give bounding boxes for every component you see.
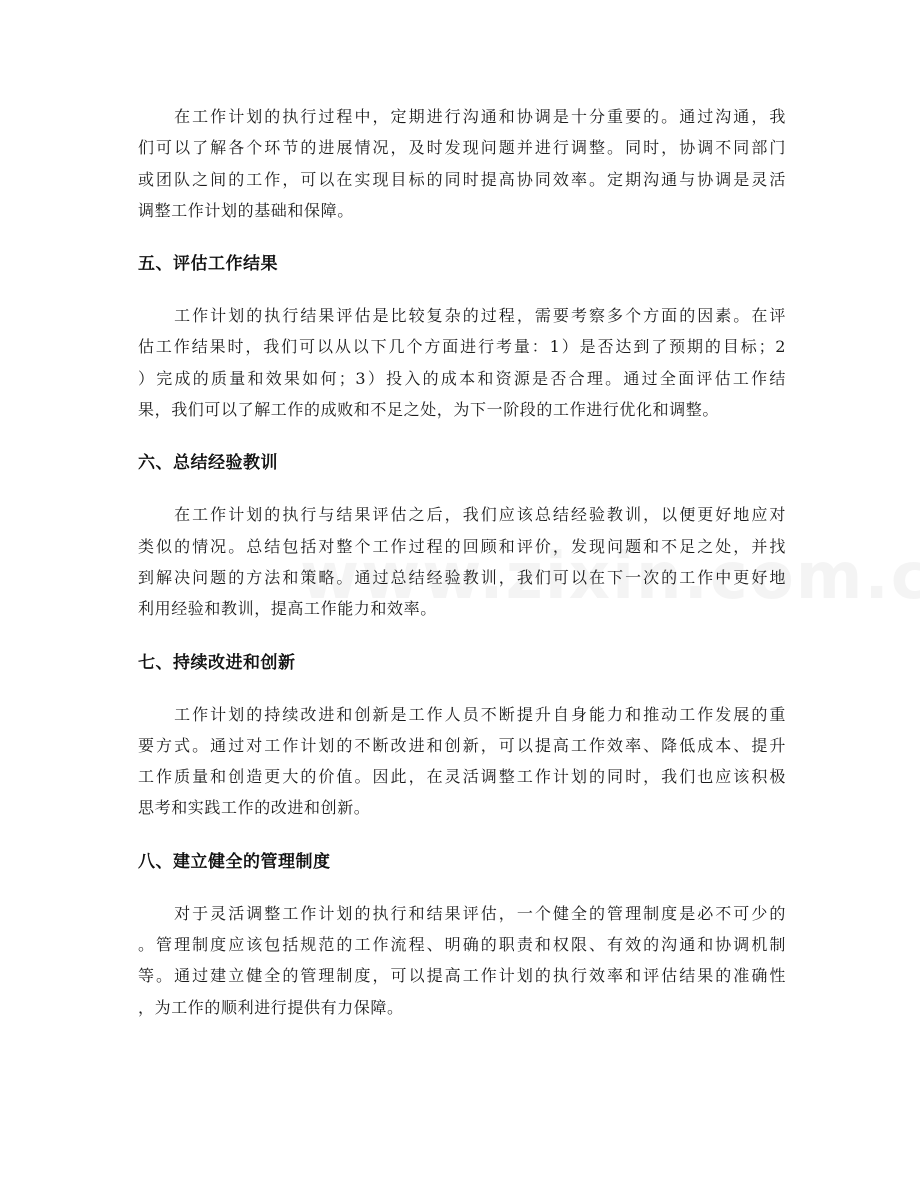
section-heading-6: 六、总结经验教训 (138, 453, 278, 474)
paragraph-line: 估工作结果时，我们可以从以下几个方面进行考量：1）是否达到了预期的目标；2 (138, 337, 786, 357)
paragraph-line: 工作计划的持续改进和创新是工作人员不断提升自身能力和推动工作发展的重 (138, 704, 786, 724)
paragraph-line: 调整工作计划的基础和保障。 (138, 200, 354, 220)
section-heading-5: 五、评估工作结果 (138, 254, 278, 275)
intro-paragraph (138, 101, 786, 226)
section-paragraph-5 (138, 300, 786, 425)
section-paragraph-7 (138, 699, 786, 824)
paragraph-line: 。管理制度应该包括规范的工作流程、明确的职责和权限、有效的沟通和协调机制 (138, 935, 786, 955)
paragraph-line: 果，我们可以了解工作的成败和不足之处，为下一阶段的工作进行优化和调整。 (138, 400, 720, 420)
section-heading-8: 八、建立健全的管理制度 (138, 851, 331, 872)
paragraph-line: 类似的情况。总结包括对整个工作过程的回顾和评价，发现问题和不足之处，并找 (138, 536, 786, 556)
paragraph-line: 利用经验和教训，提高工作能力和效率。 (138, 599, 437, 619)
paragraph-line: ，为工作的顺利进行提供有力保障。 (138, 997, 404, 1017)
paragraph-line: 对于灵活调整工作计划的执行和结果评估，一个健全的管理制度是必不可少的 (138, 903, 786, 923)
section-paragraph-8 (138, 898, 786, 1023)
document-body (138, 101, 786, 1049)
paragraph-line: ）完成的质量和效果如何；3）投入的成本和资源是否合理。通过全面评估工作结 (138, 368, 786, 388)
paragraph-line: 在工作计划的执行与结果评估之后，我们应该总结经验教训，以便更好地应对 (138, 505, 786, 525)
paragraph-line: 工作计划的执行结果评估是比较复杂的过程，需要考察多个方面的因素。在评 (138, 306, 786, 326)
section-paragraph-6 (138, 499, 786, 624)
paragraph-line: 到解决问题的方法和策略。通过总结经验教训，我们可以在下一次的工作中更好地 (138, 567, 786, 587)
paragraph-line: 或团队之间的工作，可以在实现目标的同时提高协同效率。定期沟通与协调是灵活 (138, 169, 786, 189)
paragraph-line: 在工作计划的执行过程中，定期进行沟通和协调是十分重要的。通过沟通，我 (138, 107, 786, 126)
paragraph-line: 等。通过建立健全的管理制度，可以提高工作计划的执行效率和评估结果的准确性 (138, 966, 786, 986)
paragraph-line: 思考和实践工作的改进和创新。 (138, 798, 371, 818)
paragraph-line: 们可以了解各个环节的进展情况，及时发现问题并进行调整。同时，协调不同部门 (138, 138, 786, 158)
paragraph-line: 要方式。通过对工作计划的不断改进和创新，可以提高工作效率、降低成本、提升 (138, 735, 786, 755)
section-heading-7: 七、持续改进和创新 (138, 652, 296, 673)
paragraph-line: 工作质量和创造更大的价值。因此，在灵活调整工作计划的同时，我们也应该积极 (138, 767, 786, 787)
